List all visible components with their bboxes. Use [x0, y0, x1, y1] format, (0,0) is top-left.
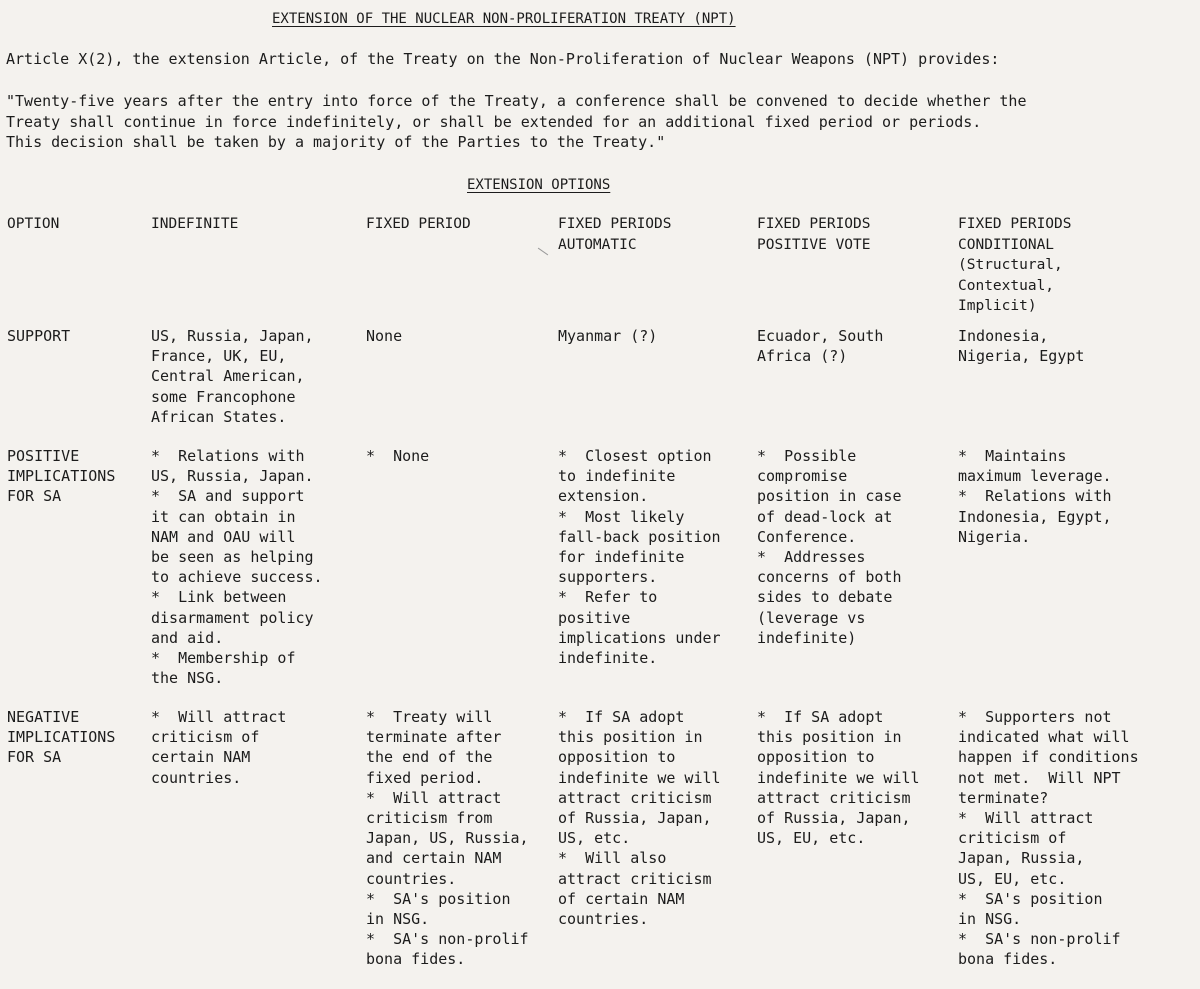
negative-positive-vote-cell: * If SA adopt this position in opposition to indefinite we will attract criticism of Russia, Japan, US, EU, etc.: [757, 708, 920, 848]
support-indefinite-cell: US, Russia, Japan, France, UK, EU, Central American, some Francophone African States.: [151, 327, 314, 426]
header-fixed-period: FIXED PERIOD: [366, 216, 471, 232]
stray-mark: [538, 248, 548, 256]
header-fixed-periods-positive-vote: FIXED PERIODS POSITIVE VOTE: [757, 216, 871, 253]
document-title: EXTENSION OF THE NUCLEAR NON-PROLIFERATION TREATY (NPT): [272, 11, 736, 27]
positive-conditional-cell: * Maintains maximum leverage. * Relations with Indonesia, Egypt, Nigeria.: [958, 447, 1112, 546]
header-indefinite: INDEFINITE: [151, 216, 239, 232]
negative-fixed-period-cell: * Treaty will terminate after the end of the fixed period. * Will attract criticism from Japan, US, Russia, and certain NAM countries. * SA's position in NSG. * SA's non-prolif bona fides.: [366, 708, 529, 969]
positive-positive-vote-cell: * Possible compromise position in case of dead-lock at Conference. * Addresses concerns of both sides to debate (leverage vs indefinite): [757, 447, 902, 647]
header-fixed-periods-conditional: FIXED PERIODS CONDITIONAL (Structural, Contextual, Implicit): [958, 216, 1072, 314]
row-label-support: SUPPORT: [7, 327, 71, 345]
treaty-quote: "Twenty-five years after the entry into force of the Treaty, a conference shall be convened to decide whether the Treaty shall continue in force indefinitely, or shall be extended for an additional fixed period or periods. This decision shall be taken by a majority of the Parties to the Treaty.": [6, 92, 1027, 151]
negative-conditional-cell: * Supporters not indicated what will happen if conditions not met. Will NPT terminate? * Will attract criticism of Japan, Russia, US, EU, etc. * SA's position in NSG. * SA's non-prolif bona fides.: [958, 708, 1139, 969]
negative-automatic-cell: * If SA adopt this position in opposition to indefinite we will attract criticism of Russia, Japan, US, etc. * Will also attract criticism of certain NAM countries.: [558, 708, 721, 929]
header-option: OPTION: [7, 216, 60, 232]
support-conditional-cell: Indonesia, Nigeria, Egypt: [958, 327, 1085, 366]
row-label-positive-implications: POSITIVE IMPLICATIONS FOR SA: [7, 447, 116, 506]
positive-indefinite-cell: * Relations with US, Russia, Japan. * SA and support it can obtain in NAM and OAU will be seen as helping to achieve success. * Link between disarmament policy and aid. * Membership of the NSG.: [151, 447, 323, 688]
support-fixed-period-cell: None: [366, 327, 403, 345]
positive-automatic-cell: * Closest option to indefinite extension. * Most likely fall-back position for indefinite supporters. * Refer to positive implications under indefinite.: [558, 447, 721, 668]
support-positive-vote-cell: Ecuador, South Africa (?): [757, 327, 884, 366]
header-fixed-periods-automatic: FIXED PERIODS AUTOMATIC: [558, 216, 672, 253]
support-automatic-cell: Myanmar (?): [558, 327, 658, 345]
intro-paragraph: Article X(2), the extension Article, of the Treaty on the Non-Proliferation of Nuclear Weapons (NPT) provides:: [6, 50, 1000, 68]
negative-indefinite-cell: * Will attract criticism of certain NAM countries.: [151, 708, 287, 787]
positive-fixed-period-cell: * None: [366, 447, 430, 465]
extension-options-heading: EXTENSION OPTIONS: [467, 177, 611, 193]
row-label-negative-implications: NEGATIVE IMPLICATIONS FOR SA: [7, 708, 116, 767]
